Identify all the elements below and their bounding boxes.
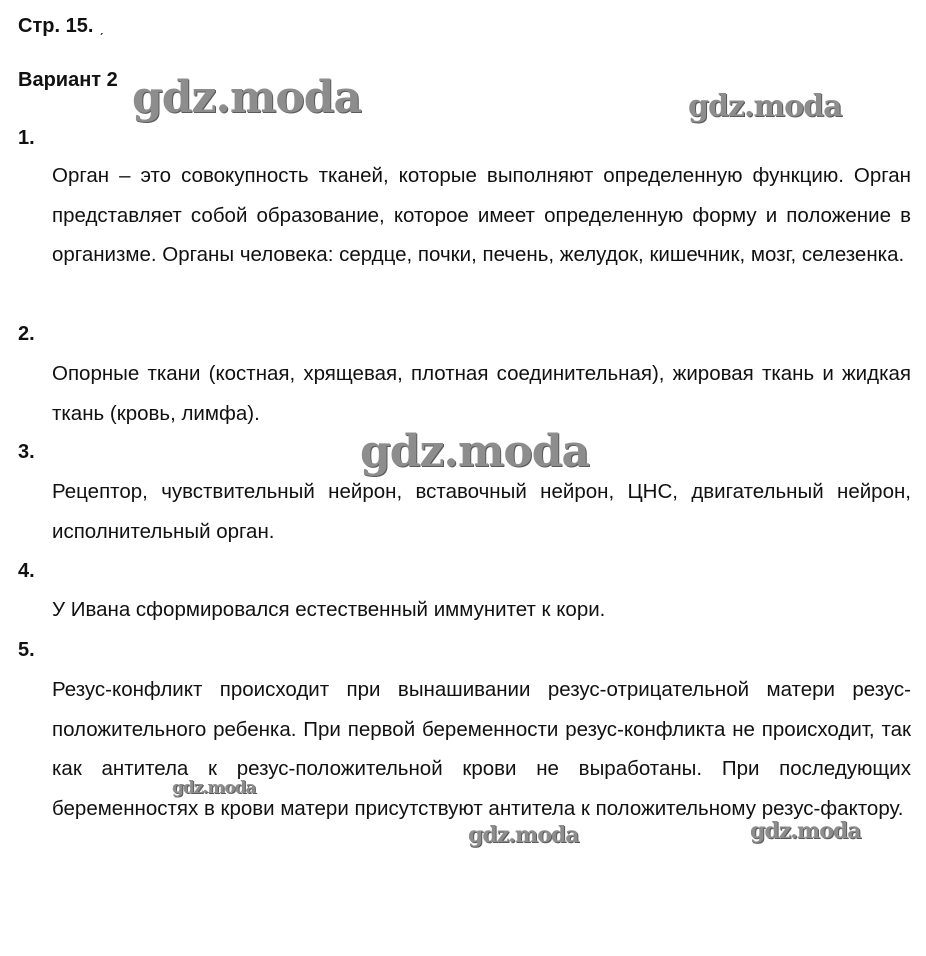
watermark-4: gdz.moda (172, 778, 256, 798)
watermark-3: gdz.moda (360, 426, 590, 477)
question-1-answer: Орган – это совокупность тканей, которые выполняют определенную функцию. Орган представляет собой образование, которое имеет определенную форму и положение в организме. Органы человека: сердце, почки, печень, желудок, кишечник, мозг, селезенка. (52, 164, 911, 266)
page-header (18, 12, 104, 41)
question-3-number: 3. (18, 441, 35, 463)
watermark-6: gdz.moda (750, 818, 861, 844)
question-2-number: 2. (18, 323, 35, 345)
question-4-number: 4. (18, 560, 35, 582)
question-5-number: 5. (18, 639, 35, 661)
watermark-2: gdz.moda (688, 89, 842, 124)
question-4-answer: У Ивана сформировался естественный иммунитет к кори. (52, 598, 606, 621)
watermark-1: gdz.moda (132, 72, 362, 123)
question-2-answer: Опорные ткани (костная, хрящевая, плотная соединительная), жировая ткань и жидкая ткань (кровь, лимфа). (52, 362, 911, 425)
variant-title: Вариант 2 (18, 69, 118, 91)
page-number: Стр. 15. (18, 15, 94, 37)
question-3-answer: Рецептор, чувствительный нейрон, вставочный нейрон, ЦНС, двигательный нейрон, исполнительный орган. (52, 480, 911, 543)
question-5-answer: Резус-конфликт происходит при вынашивании резус-отрицательной матери резус-положительного ребенка. При первой беременности резус-конфликта не происходит, так как антитела к резус-положительной крови не выработаны. При последующих беременностях в крови матери присутствуют антитела к положительному резус-фактору. (52, 678, 911, 820)
watermark-5: gdz.moda (468, 822, 579, 848)
question-1-number: 1. (18, 127, 35, 149)
header-mark: ˏ (98, 19, 104, 35)
